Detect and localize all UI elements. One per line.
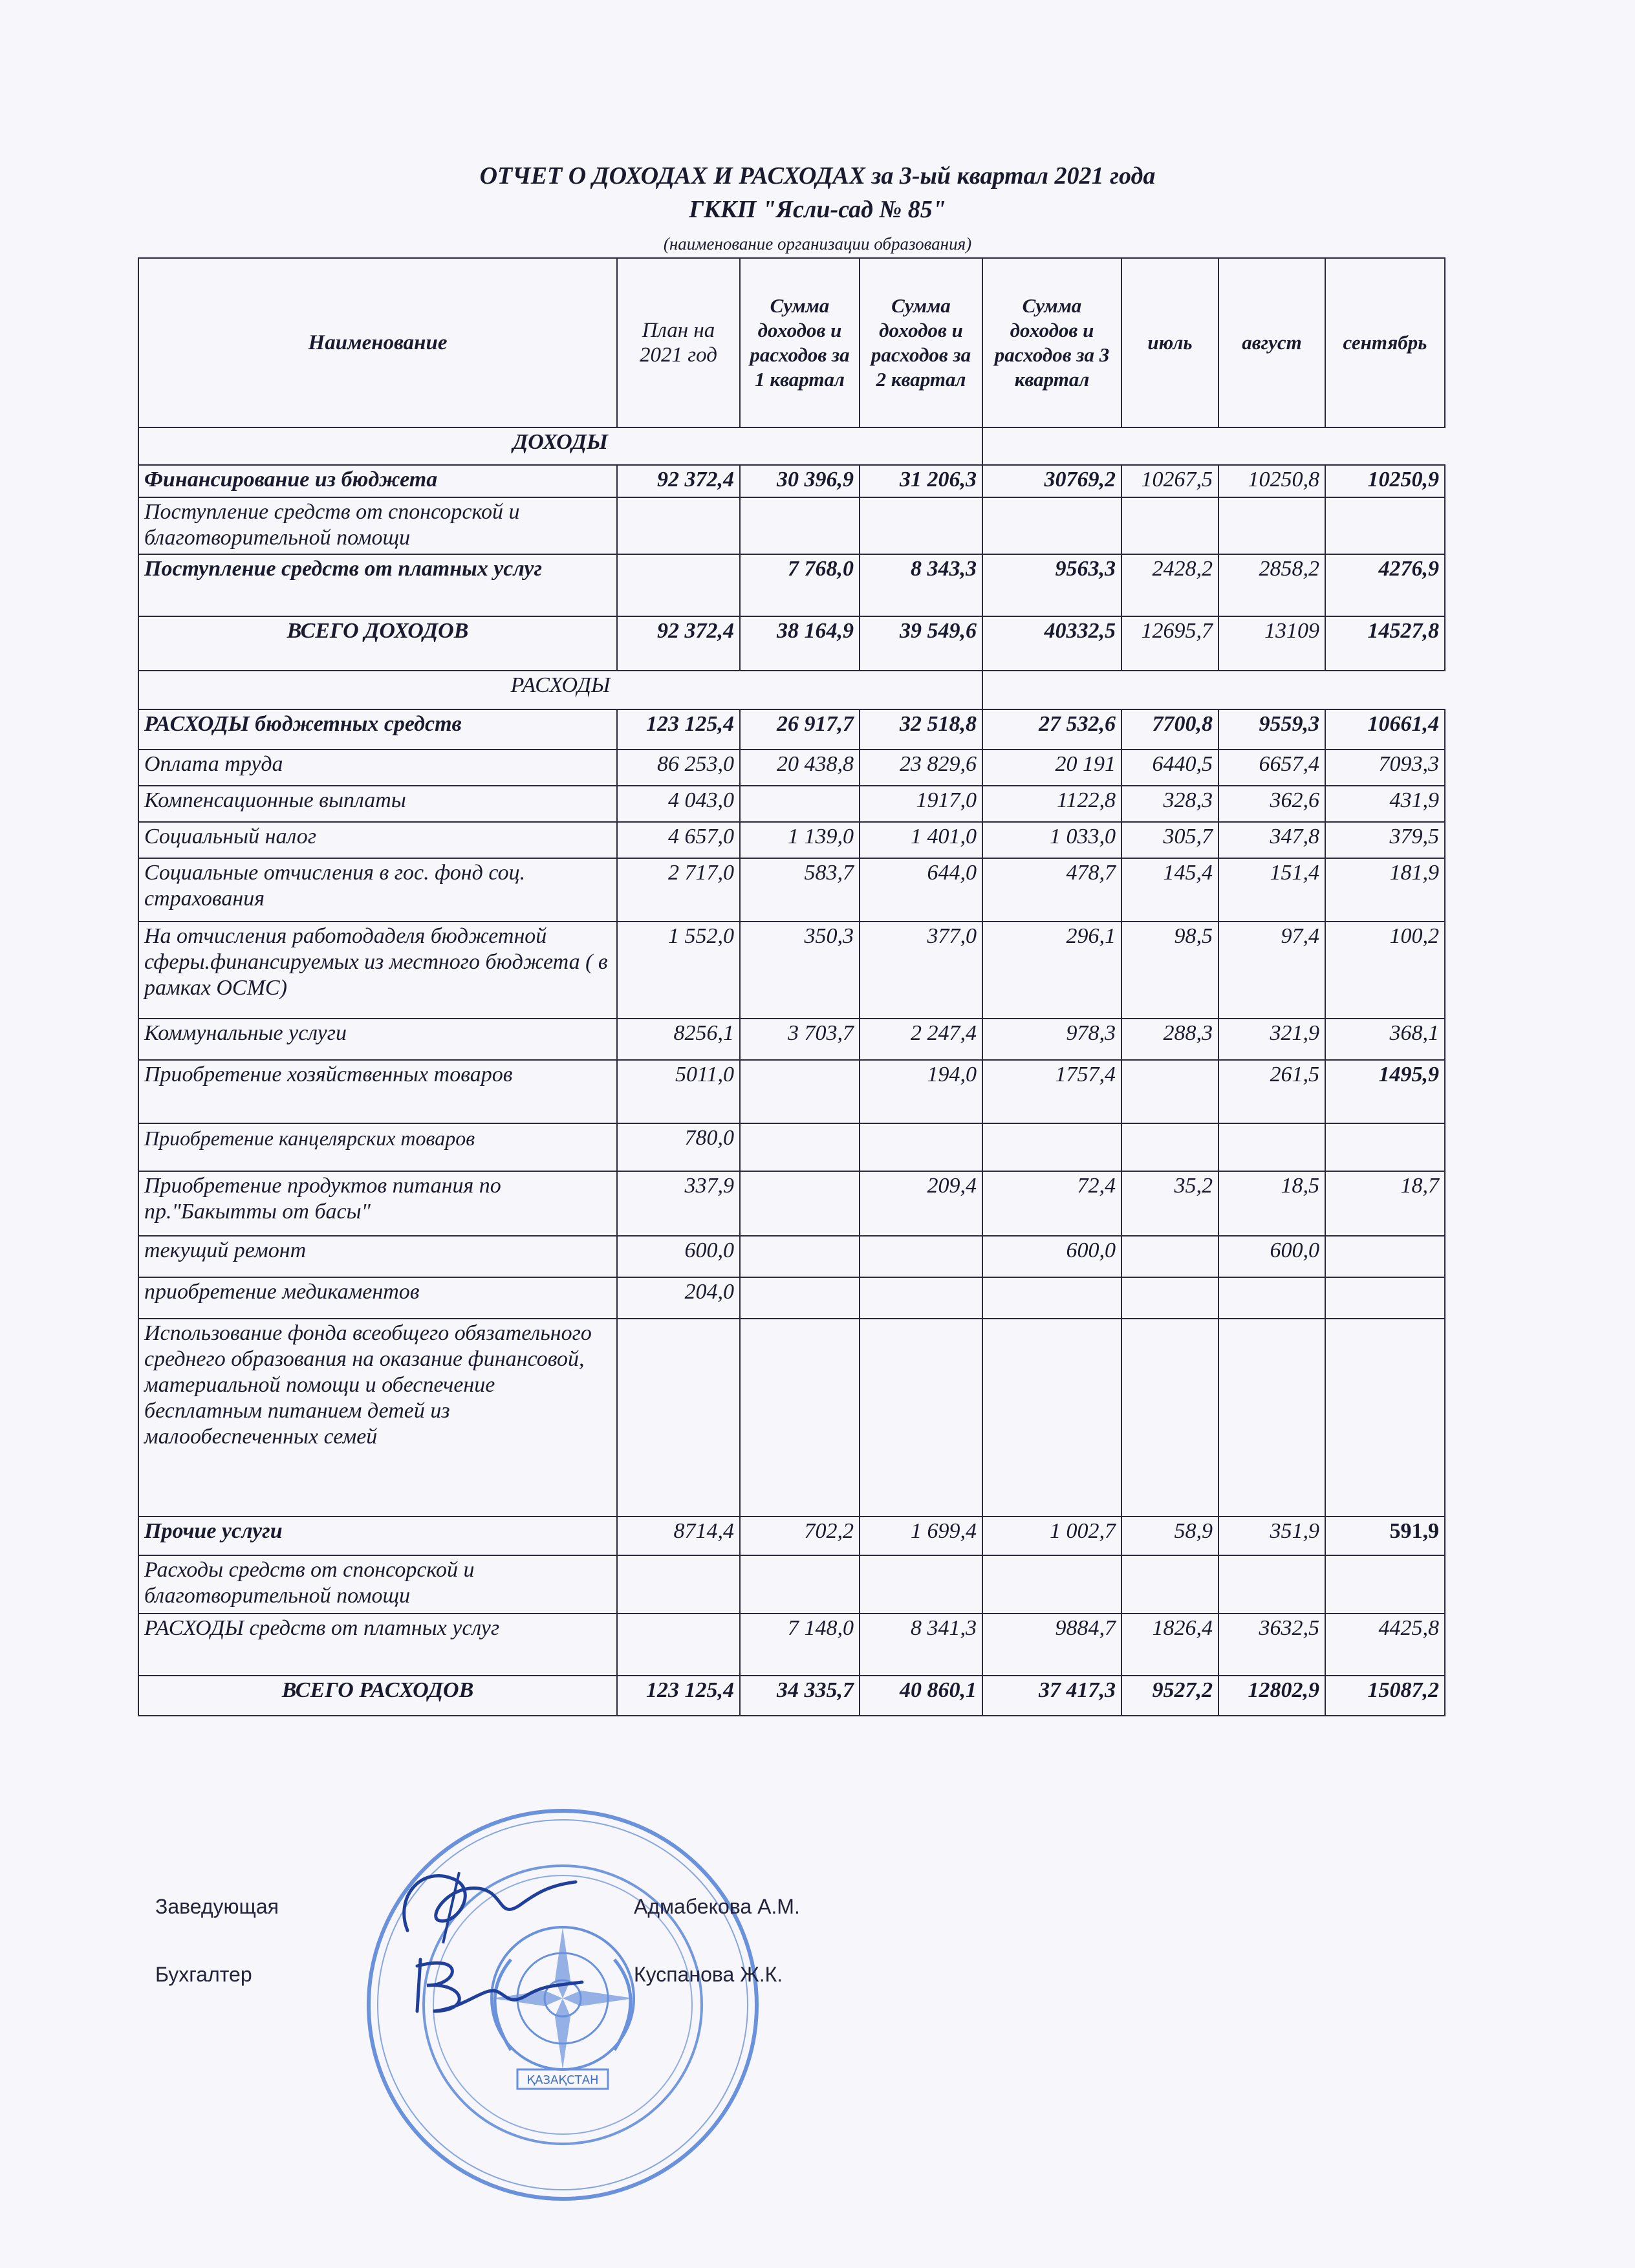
cell-q1 <box>740 1277 860 1319</box>
cell-q2 <box>860 497 982 554</box>
cell-aug: 362,6 <box>1218 786 1325 822</box>
cell-jul <box>1121 1555 1218 1614</box>
cell-jul: 6440,5 <box>1121 750 1218 786</box>
cell-sep <box>1325 1123 1445 1171</box>
cell-sep: 7093,3 <box>1325 750 1445 786</box>
cell-q1: 3 703,7 <box>740 1019 860 1060</box>
cell-q2 <box>860 1319 982 1517</box>
cell-aug: 321,9 <box>1218 1019 1325 1060</box>
cell-q1 <box>740 1555 860 1614</box>
cell-aug: 3632,5 <box>1218 1614 1325 1676</box>
cell-aug <box>1218 1555 1325 1614</box>
table-row <box>138 1517 1445 1555</box>
cell-q2: 209,4 <box>860 1171 982 1236</box>
cell-plan <box>617 1614 740 1676</box>
stamp-center-label: ҚАЗАҚСТАН <box>526 2073 599 2087</box>
cell-q3: 296,1 <box>982 922 1121 1019</box>
cell-q3: 27 532,6 <box>982 709 1121 750</box>
cell-aug: 2858,2 <box>1218 554 1325 616</box>
income-section-title: ДОХОДЫ <box>138 427 982 465</box>
cell-jul <box>1121 1236 1218 1277</box>
row-label: На отчисления работодаделя бюджетной сферы.финансируемых из местного бюджета ( в рамках ОСМС) <box>138 922 617 1019</box>
cell-sep <box>1325 1277 1445 1319</box>
table-row <box>138 616 1445 671</box>
cell-q2: 23 829,6 <box>860 750 982 786</box>
table-row <box>138 786 1445 822</box>
row-label: Расходы средств от спонсорской и благотворительной помощи <box>138 1555 617 1614</box>
cell-q3: 478,7 <box>982 858 1121 922</box>
cell-sep <box>1325 497 1445 554</box>
cell-aug: 600,0 <box>1218 1236 1325 1277</box>
accountant-name-label: Куспанова Ж.К. <box>634 1963 783 1986</box>
cell-sep <box>1325 1319 1445 1517</box>
cell-jul <box>1121 1319 1218 1517</box>
cell-sep: 379,5 <box>1325 822 1445 858</box>
cell-plan <box>617 554 740 616</box>
cell-q2: 2 247,4 <box>860 1019 982 1060</box>
cell-plan: 5011,0 <box>617 1060 740 1123</box>
row-label: Социальный налог <box>138 822 617 858</box>
cell-q3: 20 191 <box>982 750 1121 786</box>
cell-sep: 15087,2 <box>1325 1676 1445 1716</box>
cell-plan: 600,0 <box>617 1236 740 1277</box>
cell-q3 <box>982 1319 1121 1517</box>
table-row <box>138 1236 1445 1277</box>
cell-q2: 8 341,3 <box>860 1614 982 1676</box>
cell-plan: 123 125,4 <box>617 1676 740 1716</box>
col-jul-header: июль <box>1121 258 1218 427</box>
col-q1-header: Сумма доходов и расходов за 1 квартал <box>740 258 860 427</box>
cell-q1 <box>740 1123 860 1171</box>
cell-jul: 1826,4 <box>1121 1614 1218 1676</box>
cell-plan: 92 372,4 <box>617 616 740 671</box>
row-label: Приобретение хозяйственных товаров <box>138 1060 617 1123</box>
cell-jul: 98,5 <box>1121 922 1218 1019</box>
cell-q2: 1 699,4 <box>860 1517 982 1555</box>
cell-q1: 7 148,0 <box>740 1614 860 1676</box>
cell-q2: 40 860,1 <box>860 1676 982 1716</box>
row-label: Оплата труда <box>138 750 617 786</box>
cell-q3 <box>982 1277 1121 1319</box>
cell-plan <box>617 497 740 554</box>
cell-jul: 9527,2 <box>1121 1676 1218 1716</box>
cell-plan: 204,0 <box>617 1277 740 1319</box>
cell-q2 <box>860 1123 982 1171</box>
cell-aug: 10250,8 <box>1218 465 1325 497</box>
organization-name: ГККП "Ясли-сад № 85" <box>689 196 946 223</box>
table-row <box>138 922 1445 1019</box>
cell-jul: 288,3 <box>1121 1019 1218 1060</box>
row-label: РАСХОДЫ бюджетных средств <box>138 709 617 750</box>
cell-q3: 37 417,3 <box>982 1676 1121 1716</box>
cell-jul <box>1121 1277 1218 1319</box>
table-row <box>138 709 1445 750</box>
cell-q1: 7 768,0 <box>740 554 860 616</box>
cell-plan: 92 372,4 <box>617 465 740 497</box>
organization-caption: (наименование организации образования) <box>663 234 972 254</box>
cell-sep <box>1325 1236 1445 1277</box>
cell-q1: 30 396,9 <box>740 465 860 497</box>
row-label: Компенсационные выплаты <box>138 786 617 822</box>
cell-sep: 368,1 <box>1325 1019 1445 1060</box>
cell-aug: 9559,3 <box>1218 709 1325 750</box>
cell-q1: 1 139,0 <box>740 822 860 858</box>
income-section-row <box>138 427 1445 465</box>
cell-q1 <box>740 786 860 822</box>
col-q2-header: Сумма доходов и расходов за 2 квартал <box>860 258 982 427</box>
cell-q1: 20 438,8 <box>740 750 860 786</box>
table-row <box>138 822 1445 858</box>
cell-q2: 32 518,8 <box>860 709 982 750</box>
cell-q3: 1757,4 <box>982 1060 1121 1123</box>
table-row <box>138 1019 1445 1060</box>
row-label: приобретение медикаментов <box>138 1277 617 1319</box>
cell-q2: 8 343,3 <box>860 554 982 616</box>
cell-q3: 30769,2 <box>982 465 1121 497</box>
cell-jul: 2428,2 <box>1121 554 1218 616</box>
cell-sep: 10250,9 <box>1325 465 1445 497</box>
cell-q2: 194,0 <box>860 1060 982 1123</box>
cell-plan: 2 717,0 <box>617 858 740 922</box>
row-label: ВСЕГО ДОХОДОВ <box>138 616 617 671</box>
expenses-section-row <box>138 671 1445 709</box>
cell-aug: 351,9 <box>1218 1517 1325 1555</box>
cell-plan: 1 552,0 <box>617 922 740 1019</box>
table-row <box>138 554 1445 616</box>
cell-q3: 978,3 <box>982 1019 1121 1060</box>
cell-q1: 702,2 <box>740 1517 860 1555</box>
cell-q1: 26 917,7 <box>740 709 860 750</box>
cell-jul <box>1121 1060 1218 1123</box>
cell-q3: 1 033,0 <box>982 822 1121 858</box>
head-signature <box>382 1859 595 1950</box>
cell-q1 <box>740 1060 860 1123</box>
cell-q2 <box>860 1277 982 1319</box>
cell-plan: 86 253,0 <box>617 750 740 786</box>
cell-q2 <box>860 1236 982 1277</box>
row-label: текущий ремонт <box>138 1236 617 1277</box>
cell-q3: 1122,8 <box>982 786 1121 822</box>
cell-q2: 1917,0 <box>860 786 982 822</box>
cell-sep: 591,9 <box>1325 1517 1445 1555</box>
col-sep-header: сентябрь <box>1325 258 1445 427</box>
table-row <box>138 1123 1445 1171</box>
cell-q2: 1 401,0 <box>860 822 982 858</box>
cell-plan <box>617 1319 740 1517</box>
cell-q3 <box>982 497 1121 554</box>
cell-jul: 12695,7 <box>1121 616 1218 671</box>
cell-q1 <box>740 1319 860 1517</box>
cell-aug <box>1218 1319 1325 1517</box>
cell-aug: 6657,4 <box>1218 750 1325 786</box>
row-label: Приобретение канцелярских товаров <box>138 1123 617 1171</box>
row-label: Финансирование из бюджета <box>138 465 617 497</box>
cell-aug: 12802,9 <box>1218 1676 1325 1716</box>
table-row <box>138 858 1445 922</box>
report-title: ОТЧЕТ О ДОХОДАХ И РАСХОДАХ за 3-ый квартал 2021 года <box>479 162 1156 189</box>
table-row <box>138 1555 1445 1614</box>
cell-q3: 600,0 <box>982 1236 1121 1277</box>
cell-aug: 151,4 <box>1218 858 1325 922</box>
cell-sep: 14527,8 <box>1325 616 1445 671</box>
report-table <box>138 257 1446 1716</box>
cell-jul <box>1121 497 1218 554</box>
cell-q2: 644,0 <box>860 858 982 922</box>
cell-sep: 181,9 <box>1325 858 1445 922</box>
cell-sep: 18,7 <box>1325 1171 1445 1236</box>
cell-sep: 431,9 <box>1325 786 1445 822</box>
cell-aug: 97,4 <box>1218 922 1325 1019</box>
cell-jul: 145,4 <box>1121 858 1218 922</box>
table-row <box>138 750 1445 786</box>
cell-plan: 4 657,0 <box>617 822 740 858</box>
cell-plan: 8256,1 <box>617 1019 740 1060</box>
table-row <box>138 1614 1445 1676</box>
cell-q2: 377,0 <box>860 922 982 1019</box>
table-row <box>138 1277 1445 1319</box>
table-row <box>138 1171 1445 1236</box>
cell-aug: 18,5 <box>1218 1171 1325 1236</box>
row-label: Приобретение продуктов питания по пр."Бакытты от басы" <box>138 1171 617 1236</box>
cell-q1 <box>740 497 860 554</box>
cell-q3: 9884,7 <box>982 1614 1121 1676</box>
cell-jul: 328,3 <box>1121 786 1218 822</box>
row-label: Поступление средств от спонсорской и благотворительной помощи <box>138 497 617 554</box>
cell-aug <box>1218 497 1325 554</box>
row-label: Поступление средств от платных услуг <box>138 554 617 616</box>
cell-jul: 10267,5 <box>1121 465 1218 497</box>
cell-plan: 337,9 <box>617 1171 740 1236</box>
head-role-label: Заведующая <box>155 1895 279 1918</box>
row-label: Использование фонда всеобщего обязательного среднего образования на оказание финансовой, материальной помощи и обеспечение бесплатным питанием детей из малообеспеченных семей <box>138 1319 617 1517</box>
cell-q1 <box>740 1236 860 1277</box>
cell-q1 <box>740 1171 860 1236</box>
cell-jul <box>1121 1123 1218 1171</box>
table-row <box>138 497 1445 554</box>
cell-jul: 7700,8 <box>1121 709 1218 750</box>
cell-plan: 4 043,0 <box>617 786 740 822</box>
row-label: Коммунальные услуги <box>138 1019 617 1060</box>
col-name-header: Наименование <box>138 258 617 427</box>
cell-aug: 261,5 <box>1218 1060 1325 1123</box>
cell-aug <box>1218 1123 1325 1171</box>
col-q3-header: Сумма доходов и расходов за 3 квартал <box>982 258 1121 427</box>
table-row <box>138 465 1445 497</box>
cell-plan: 8714,4 <box>617 1517 740 1555</box>
cell-sep: 100,2 <box>1325 922 1445 1019</box>
cell-q1: 38 164,9 <box>740 616 860 671</box>
cell-plan: 123 125,4 <box>617 709 740 750</box>
table-row <box>138 1060 1445 1123</box>
cell-q2: 31 206,3 <box>860 465 982 497</box>
cell-q3: 1 002,7 <box>982 1517 1121 1555</box>
cell-sep: 1495,9 <box>1325 1060 1445 1123</box>
cell-sep: 4276,9 <box>1325 554 1445 616</box>
cell-q3: 9563,3 <box>982 554 1121 616</box>
cell-sep: 4425,8 <box>1325 1614 1445 1676</box>
cell-q1: 34 335,7 <box>740 1676 860 1716</box>
col-aug-header: август <box>1218 258 1325 427</box>
col-plan-header: План на 2021 год <box>617 258 740 427</box>
cell-q1: 583,7 <box>740 858 860 922</box>
cell-sep: 10661,4 <box>1325 709 1445 750</box>
row-label: РАСХОДЫ средств от платных услуг <box>138 1614 617 1676</box>
cell-aug <box>1218 1277 1325 1319</box>
cell-q3 <box>982 1123 1121 1171</box>
header-row <box>138 258 1445 427</box>
cell-jul: 58,9 <box>1121 1517 1218 1555</box>
cell-q3: 40332,5 <box>982 616 1121 671</box>
head-name-label: Адмабекова А.М. <box>634 1895 800 1918</box>
accountant-role-label: Бухгалтер <box>155 1963 252 1986</box>
cell-aug: 347,8 <box>1218 822 1325 858</box>
cell-q3: 72,4 <box>982 1171 1121 1236</box>
cell-plan: 780,0 <box>617 1123 740 1171</box>
table-row <box>138 1319 1445 1517</box>
cell-q2 <box>860 1555 982 1614</box>
cell-q2: 39 549,6 <box>860 616 982 671</box>
cell-aug: 13109 <box>1218 616 1325 671</box>
row-label: ВСЕГО РАСХОДОВ <box>138 1676 617 1716</box>
table-row <box>138 1676 1445 1716</box>
cell-jul: 305,7 <box>1121 822 1218 858</box>
row-label: Социальные отчисления в гос. фонд соц. страхования <box>138 858 617 922</box>
cell-plan <box>617 1555 740 1614</box>
cell-sep <box>1325 1555 1445 1614</box>
cell-q1: 350,3 <box>740 922 860 1019</box>
expenses-section-title: РАСХОДЫ <box>138 671 982 709</box>
cell-q3 <box>982 1555 1121 1614</box>
row-label: Прочие услуги <box>138 1517 617 1555</box>
cell-jul: 35,2 <box>1121 1171 1218 1236</box>
accountant-signature <box>388 1947 601 2024</box>
